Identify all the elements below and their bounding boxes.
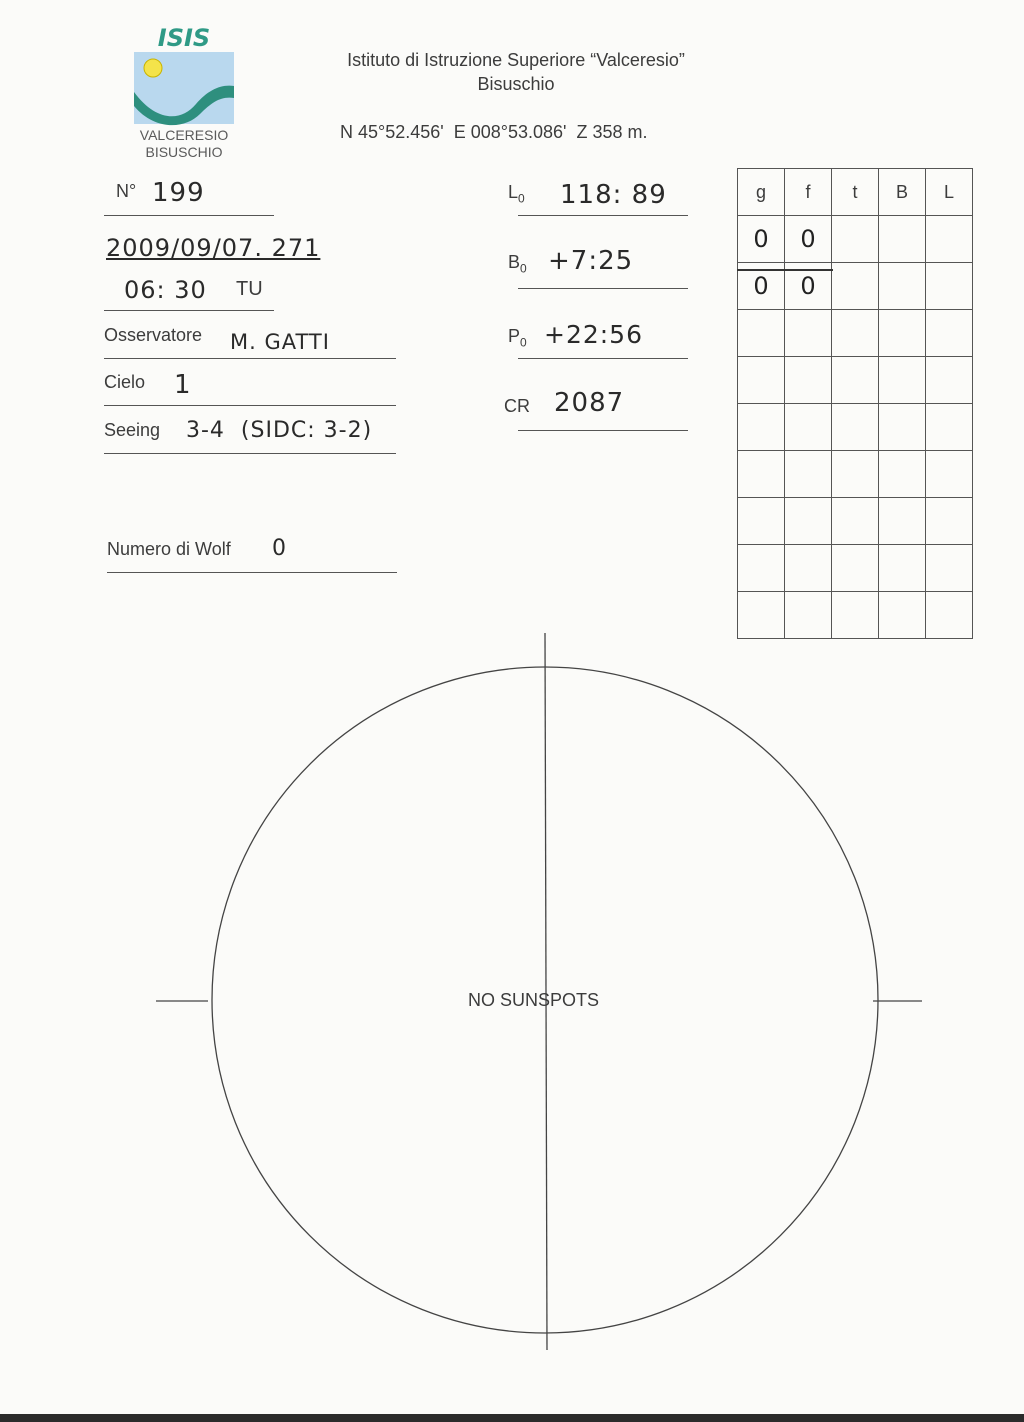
seeing-rule (104, 453, 396, 454)
sunspot-count-table (737, 168, 973, 639)
institute-town: Bisuschio (477, 74, 555, 94)
logo-line1: VALCERESIO (139, 127, 229, 143)
table-cell (738, 498, 785, 545)
number-rule (104, 215, 274, 216)
sky-value: 1 (174, 370, 192, 400)
scan-bottom-edge (0, 1414, 1024, 1422)
table-cell (832, 263, 879, 310)
l0-rule (518, 215, 688, 216)
table-row (738, 545, 973, 592)
table-cell (738, 545, 785, 592)
p0-label (508, 326, 527, 350)
table-header-cell: B (879, 169, 926, 216)
table-cell (738, 404, 785, 451)
l0-label (508, 182, 525, 206)
cr-value: 2087 (554, 388, 625, 418)
table-cell (926, 404, 973, 451)
table-cell (832, 357, 879, 404)
table-cell (926, 498, 973, 545)
b0-letter: B (508, 252, 521, 272)
table-cell (832, 545, 879, 592)
wolf-value: 0 (272, 536, 287, 561)
table-cell (926, 451, 973, 498)
wolf-label: Numero di Wolf (107, 539, 231, 559)
l0-value: 118: 89 (560, 180, 667, 210)
number-label: N° (116, 181, 137, 201)
time-rule (104, 310, 274, 311)
observer-rule (104, 358, 396, 359)
p0-letter: P (508, 326, 521, 346)
table-cell (832, 310, 879, 357)
table-row (738, 451, 973, 498)
cr-label: CR (504, 396, 530, 416)
wolf-rule (107, 572, 397, 573)
table-cell (879, 498, 926, 545)
p0-rule (518, 358, 688, 359)
table-cell (879, 216, 926, 263)
l0-letter: L (508, 182, 519, 202)
table-cell (785, 357, 832, 404)
table-cell: 0 (738, 216, 785, 263)
table-header-row (738, 169, 973, 216)
table-row (738, 357, 973, 404)
table-cell (738, 310, 785, 357)
l0-subscript: 0 (518, 191, 525, 206)
table-cell (785, 310, 832, 357)
no-sunspots-note: NO SUNSPOTS (468, 990, 600, 1010)
table-cell (785, 451, 832, 498)
seeing-value: 3-4 (SIDC: 3-2) (186, 418, 373, 443)
seeing-label: Seeing (104, 420, 161, 440)
table-cell (926, 216, 973, 263)
table-cell (926, 545, 973, 592)
institute-name: Istituto di Istruzione Superiore “Valceresio” (347, 50, 685, 70)
date-value: 2009/09/07. 271 (106, 234, 321, 262)
table-row (738, 498, 973, 545)
table-cell (785, 545, 832, 592)
table-cell (832, 404, 879, 451)
sky-label: Cielo (104, 372, 146, 392)
table-cell (832, 216, 879, 263)
table-cell: 0 (738, 263, 785, 310)
p0-value: +22:56 (544, 320, 643, 349)
table-cell (926, 263, 973, 310)
table-row (738, 216, 973, 263)
observer-label: Osservatore (104, 325, 203, 345)
cr-rule (518, 430, 688, 431)
table-cell (785, 404, 832, 451)
table-cell (879, 404, 926, 451)
table-header-cell: f (785, 169, 832, 216)
coordinates: N 45°52.456' E 008°53.086' Z 358 m. (340, 122, 648, 142)
table-cell (738, 451, 785, 498)
table-cell (832, 498, 879, 545)
table-cell (738, 357, 785, 404)
table-cell (926, 310, 973, 357)
table-cell (785, 498, 832, 545)
table-cell (879, 357, 926, 404)
b0-rule (518, 288, 688, 289)
table-header-cell: L (926, 169, 973, 216)
table-cell: 0 (785, 263, 832, 310)
table-cell (879, 545, 926, 592)
logo-line2: BISUSCHIO (145, 144, 223, 160)
time-suffix: TU (236, 278, 263, 300)
sky-rule (104, 405, 396, 406)
isis-logo-graphic (126, 22, 242, 162)
b0-subscript: 0 (520, 261, 527, 276)
table-cell (879, 310, 926, 357)
observer-value: M. GATTI (230, 330, 330, 354)
table-cell (832, 451, 879, 498)
table-header-cell: g (738, 169, 785, 216)
b0-label (508, 252, 527, 276)
table-cell: 0 (785, 216, 832, 263)
table-cell (879, 263, 926, 310)
p0-subscript: 0 (520, 335, 527, 350)
logo-title: ISIS (157, 24, 211, 52)
table-row (738, 310, 973, 357)
table-header-cell: t (832, 169, 879, 216)
table-cell (926, 357, 973, 404)
table-cell (879, 451, 926, 498)
number-value: 199 (152, 178, 205, 208)
table-row (738, 404, 973, 451)
isis-logo (126, 22, 242, 162)
b0-value: +7:25 (548, 246, 634, 276)
table-cell (926, 592, 973, 639)
table-handwritten-divider (737, 269, 833, 271)
time-value: 06: 30 (124, 276, 207, 304)
